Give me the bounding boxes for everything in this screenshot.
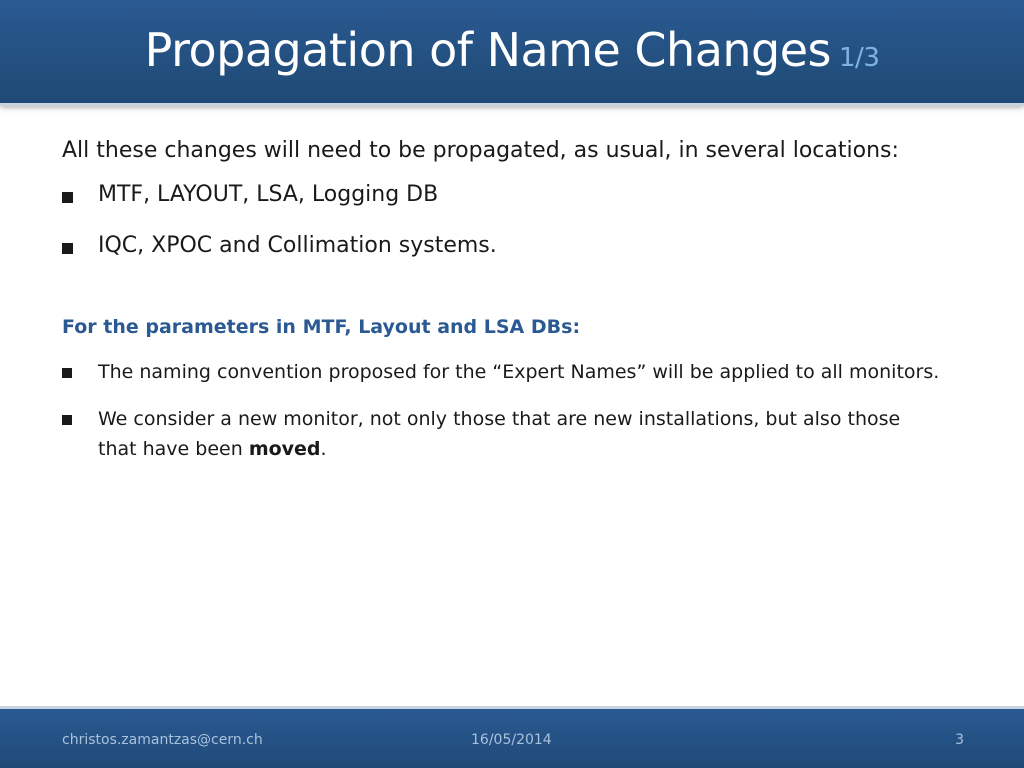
list-item (62, 404, 942, 464)
square-bullet-icon (62, 415, 72, 425)
section-heading: For the parameters in MTF, Layout and LSA DBs: (62, 316, 581, 338)
list-item-text: IQC, XPOC and Collimation systems. (98, 233, 497, 258)
emphasis-text: moved (248, 438, 321, 460)
locations-list (62, 180, 942, 261)
square-bullet-icon (62, 368, 72, 378)
slide-title-fraction: 1/3 (839, 43, 880, 73)
slide-content (62, 136, 942, 481)
list-item-text-suffix: . (320, 438, 327, 460)
footer-page-number: 3 (955, 732, 964, 748)
list-item (62, 357, 942, 387)
slide-title (0, 20, 1024, 88)
intro-text: All these changes will need to be propagated, as usual, in several locations: (62, 138, 899, 163)
parameters-list (62, 357, 942, 464)
list-item-text: The naming convention proposed for the “Expert Names” will be applied to all monitors. (98, 361, 940, 383)
list-item-text-prefix: We consider a new monitor, not only those that are new installations, but also those that have been (98, 408, 901, 460)
square-bullet-icon (62, 192, 73, 203)
square-bullet-icon (62, 243, 73, 254)
footer-bar (0, 709, 1024, 768)
list-item (62, 231, 942, 261)
footer-date: 16/05/2014 (471, 732, 552, 748)
slide-title-text: Propagation of Name Changes (144, 23, 832, 77)
title-bar (0, 0, 1024, 103)
footer-author: christos.zamantzas@cern.ch (62, 732, 263, 748)
list-item-text: MTF, LAYOUT, LSA, Logging DB (98, 182, 439, 207)
list-item (62, 180, 942, 210)
